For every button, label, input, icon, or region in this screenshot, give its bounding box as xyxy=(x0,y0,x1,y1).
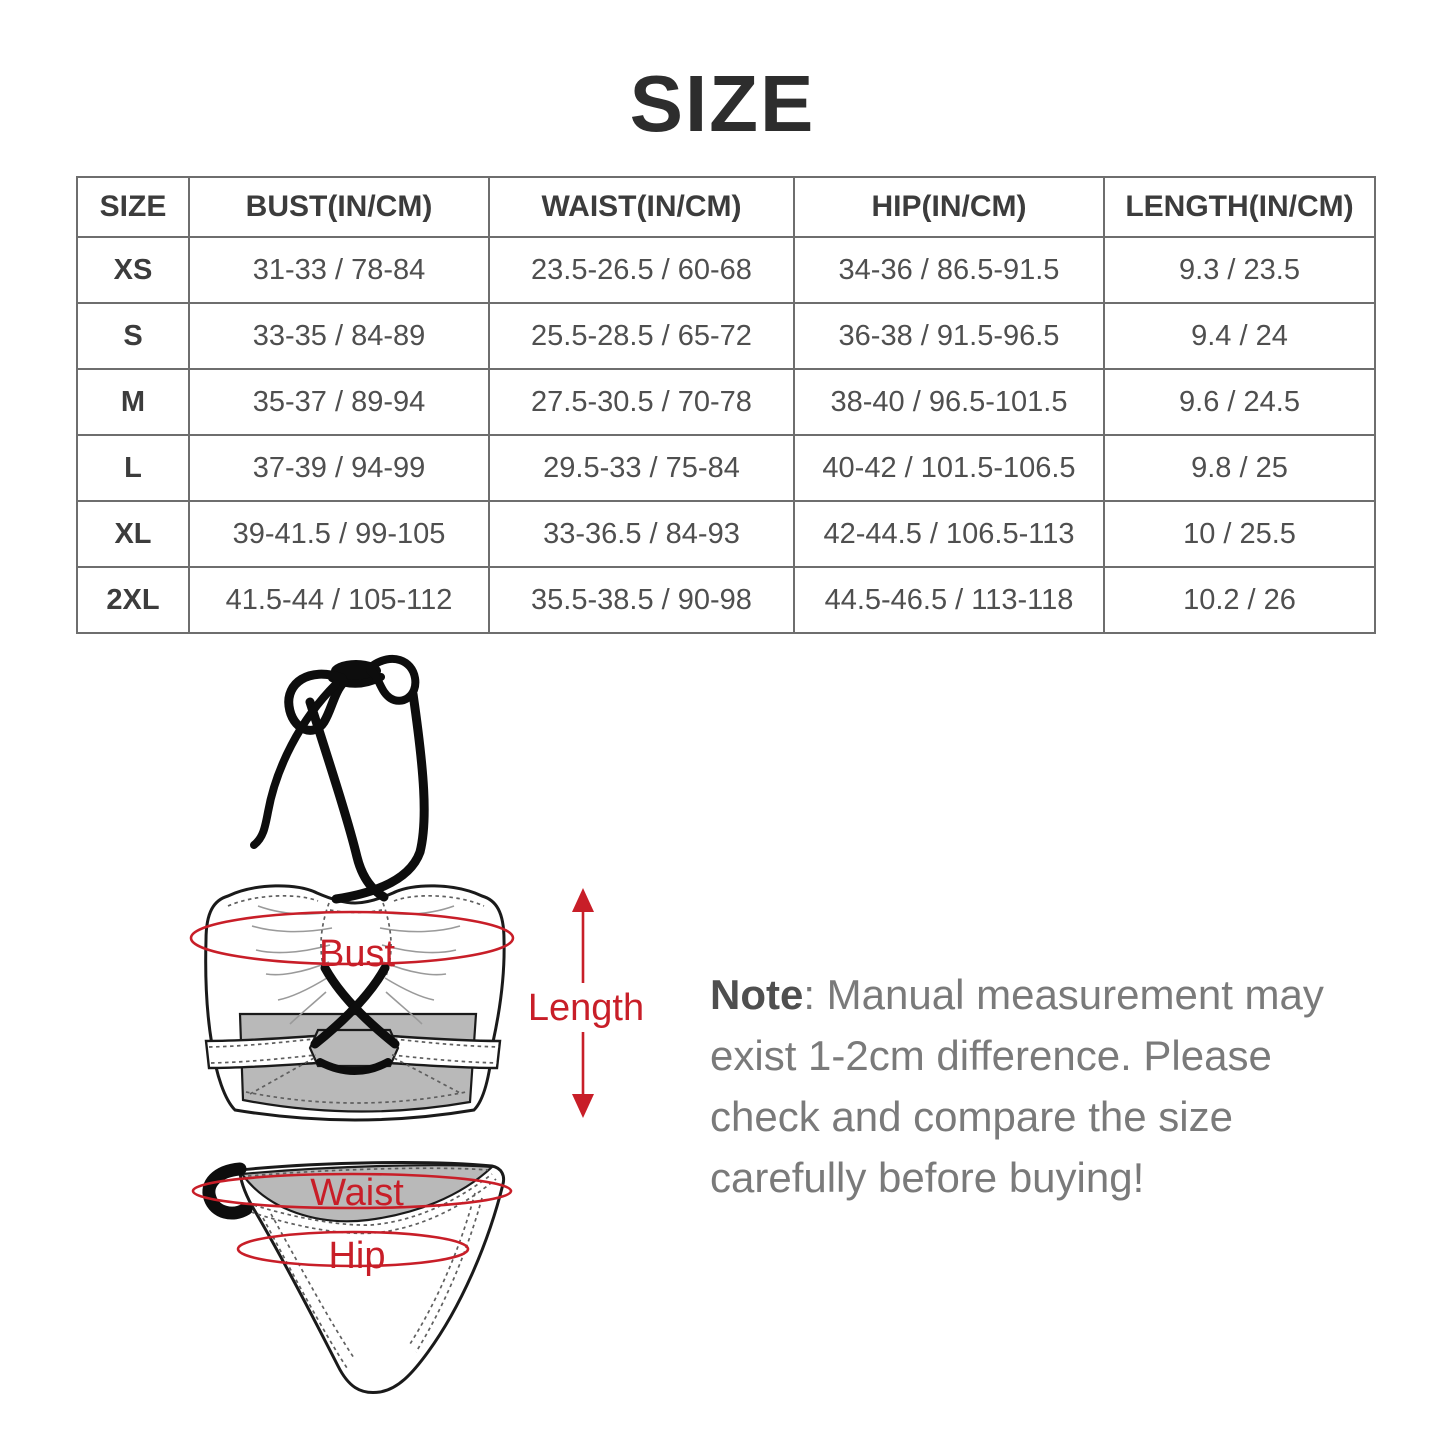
length-arrow xyxy=(528,888,644,1118)
size-cell: S xyxy=(77,303,189,369)
bust-cell: 33-35 / 84-89 xyxy=(189,303,489,369)
length-cell: 10.2 / 26 xyxy=(1104,567,1375,633)
hip-cell: 40-42 / 101.5-106.5 xyxy=(794,435,1104,501)
table-row xyxy=(77,501,1375,567)
length-cell: 9.8 / 25 xyxy=(1104,435,1375,501)
size-cell: M xyxy=(77,369,189,435)
length-cell: 9.6 / 24.5 xyxy=(1104,369,1375,435)
table-row xyxy=(77,567,1375,633)
bikini-top-illustration xyxy=(191,659,513,1120)
waist-cell: 33-36.5 / 84-93 xyxy=(489,501,794,567)
length-cell: 9.3 / 23.5 xyxy=(1104,237,1375,303)
measurement-diagram xyxy=(130,630,700,1445)
table-row xyxy=(77,237,1375,303)
waist-cell: 29.5-33 / 75-84 xyxy=(489,435,794,501)
hip-cell: 36-38 / 91.5-96.5 xyxy=(794,303,1104,369)
waist-cell: 23.5-26.5 / 60-68 xyxy=(489,237,794,303)
table-header-row xyxy=(77,177,1375,237)
hip-cell: 38-40 / 96.5-101.5 xyxy=(794,369,1104,435)
hip-label: Hip xyxy=(328,1235,386,1277)
hip-cell: 34-36 / 86.5-91.5 xyxy=(794,237,1104,303)
waist-cell: 25.5-28.5 / 65-72 xyxy=(489,303,794,369)
table-row xyxy=(77,303,1375,369)
column-header-bust: BUST(IN/CM) xyxy=(189,177,489,237)
note-line: Note: Manual measurement may xyxy=(710,971,1324,1018)
column-header-hip: HIP(IN/CM) xyxy=(794,177,1104,237)
bust-cell: 31-33 / 78-84 xyxy=(189,237,489,303)
page-title: SIZE xyxy=(629,59,816,148)
length-cell: 10 / 25.5 xyxy=(1104,501,1375,567)
note-bold-prefix: Note xyxy=(710,971,804,1018)
bust-cell: 35-37 / 89-94 xyxy=(189,369,489,435)
table-row xyxy=(77,435,1375,501)
column-header-waist: WAIST(IN/CM) xyxy=(489,177,794,237)
note-line: check and compare the size xyxy=(710,1093,1233,1140)
size-cell: 2XL xyxy=(77,567,189,633)
bust-cell: 37-39 / 94-99 xyxy=(189,435,489,501)
size-cell: XL xyxy=(77,501,189,567)
bikini-bottom-illustration xyxy=(193,1163,511,1393)
bust-cell: 39-41.5 / 99-105 xyxy=(189,501,489,567)
waist-cell: 27.5-30.5 / 70-78 xyxy=(489,369,794,435)
length-cell: 9.4 / 24 xyxy=(1104,303,1375,369)
column-header-length: LENGTH(IN/CM) xyxy=(1104,177,1375,237)
waist-cell: 35.5-38.5 / 90-98 xyxy=(489,567,794,633)
hip-cell: 44.5-46.5 / 113-118 xyxy=(794,567,1104,633)
note-line: carefully before buying! xyxy=(710,1154,1145,1201)
note-text xyxy=(710,964,1410,1208)
table-row xyxy=(77,369,1375,435)
size-cell: L xyxy=(77,435,189,501)
waist-label: Waist xyxy=(310,1172,404,1214)
column-header-size: SIZE xyxy=(77,177,189,237)
length-label: Length xyxy=(527,987,645,1029)
note-line: exist 1-2cm difference. Please xyxy=(710,1032,1272,1079)
size-cell: XS xyxy=(77,237,189,303)
bust-cell: 41.5-44 / 105-112 xyxy=(189,567,489,633)
bust-label: Bust xyxy=(318,933,396,975)
hip-cell: 42-44.5 / 106.5-113 xyxy=(794,501,1104,567)
size-table xyxy=(76,176,1376,634)
